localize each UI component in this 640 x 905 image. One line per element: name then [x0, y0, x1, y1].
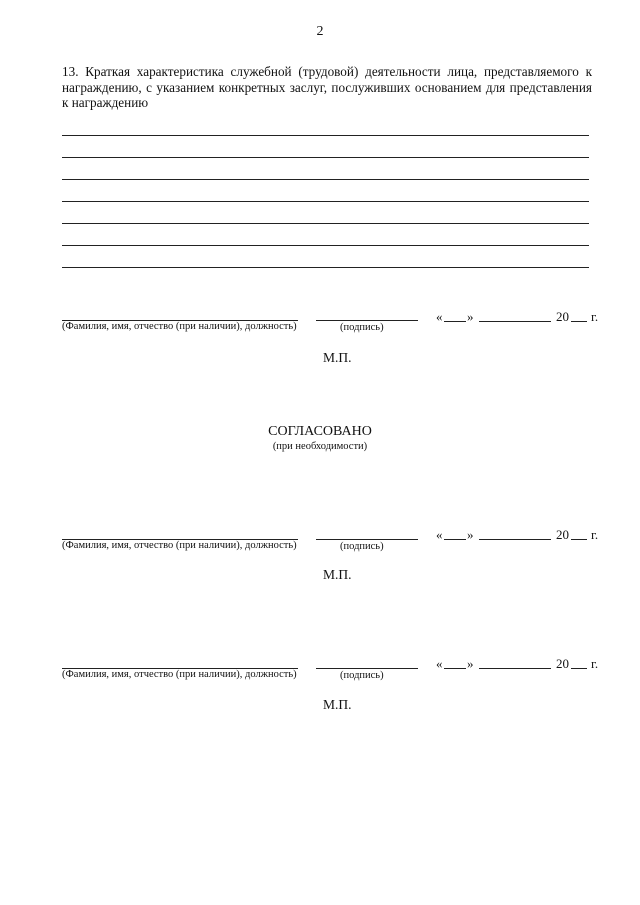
fill-line[interactable] — [62, 223, 589, 224]
year-prefix: 20 — [556, 527, 569, 542]
signature-block-1 — [0, 300, 640, 370]
signature-block-2 — [0, 519, 640, 589]
stamp-placeholder: М.П. — [323, 697, 352, 712]
agreement-subtitle: (при необходимости) — [272, 441, 368, 452]
agreement-title: СОГЛАСОВАНО — [268, 424, 372, 439]
year-line[interactable] — [571, 539, 587, 540]
year-line[interactable] — [571, 668, 587, 669]
signature-block-3 — [0, 648, 640, 718]
year-suffix: г. — [591, 656, 599, 671]
name-position-caption: (Фамилия, имя, отчество (при наличии), должность) — [62, 321, 297, 332]
signature-caption: (подпись) — [340, 322, 384, 333]
quote-open: « — [436, 527, 443, 542]
signature-caption: (подпись) — [340, 670, 384, 681]
stamp-placeholder: М.П. — [323, 567, 352, 582]
fill-line[interactable] — [62, 157, 589, 158]
name-position-caption: (Фамилия, имя, отчество (при наличии), должность) — [62, 540, 297, 551]
day-line[interactable] — [444, 539, 466, 540]
stamp-placeholder: М.П. — [323, 350, 352, 365]
year-line[interactable] — [571, 321, 587, 322]
quote-open: « — [436, 656, 443, 671]
fill-line[interactable] — [62, 179, 589, 180]
day-line[interactable] — [444, 321, 466, 322]
quote-open: « — [436, 309, 443, 324]
signature-line[interactable] — [316, 668, 418, 669]
fill-line[interactable] — [62, 267, 589, 268]
day-line[interactable] — [444, 668, 466, 669]
quote-close: » — [467, 527, 474, 542]
fill-line[interactable] — [62, 201, 589, 202]
month-line[interactable] — [479, 668, 551, 669]
name-position-caption: (Фамилия, имя, отчество (при наличии), должность) — [62, 669, 297, 680]
year-prefix: 20 — [556, 309, 569, 324]
month-line[interactable] — [479, 539, 551, 540]
signature-line[interactable] — [316, 539, 418, 540]
signature-caption: (подпись) — [340, 541, 384, 552]
signature-line[interactable] — [316, 320, 418, 321]
page-number: 2 — [316, 24, 324, 39]
fill-line[interactable] — [62, 245, 589, 246]
year-suffix: г. — [591, 309, 599, 324]
month-line[interactable] — [479, 321, 551, 322]
year-suffix: г. — [591, 527, 599, 542]
section-13-text: 13. Краткая характеристика служебной (трудовой) деятельности лица, представляемого к награждению, с указанием конкретных заслуг, послуживших основанием для представления к награждению — [62, 64, 592, 110]
quote-close: » — [467, 656, 474, 671]
year-prefix: 20 — [556, 656, 569, 671]
fill-line[interactable] — [62, 135, 589, 136]
quote-close: » — [467, 309, 474, 324]
